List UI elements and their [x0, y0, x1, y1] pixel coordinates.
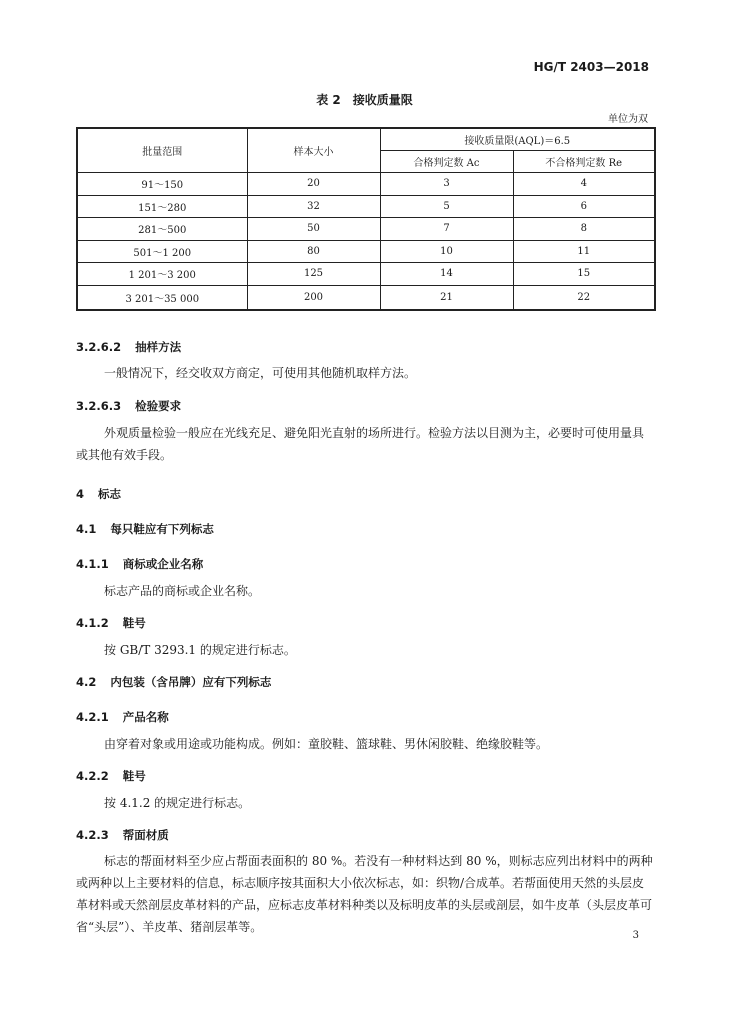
cell-sample: 200 — [247, 285, 380, 310]
col-header-sample: 样本大小 — [247, 128, 380, 173]
col-header-aql: 接收质量限(AQL)＝6.5 — [380, 128, 655, 151]
cell-re: 8 — [513, 218, 655, 241]
heading-number: 4.2 — [76, 675, 97, 689]
cell-sample: 50 — [247, 218, 380, 241]
heading-title: 帮面材质 — [122, 828, 169, 842]
heading-title: 抽样方法 — [135, 340, 182, 354]
cell-sample: 125 — [247, 263, 380, 286]
col-header-re: 不合格判定数 Re — [513, 151, 655, 173]
cell-batch: 151～280 — [77, 195, 247, 218]
cell-re: 15 — [513, 263, 655, 286]
heading-title: 标志 — [98, 487, 122, 501]
table-row — [77, 263, 655, 286]
heading-number: 4 — [76, 487, 85, 501]
heading-41 — [76, 521, 214, 537]
table-row — [77, 218, 655, 241]
heading-423 — [76, 827, 169, 843]
paragraph-423: 标志的帮面材料至少应占帮面表面积的 80 %。若没有一种材料达到 80 %，则标志应列出材料中的两种或两种以上主要材料的信息，标志顺序按其面积大小依次标志，如：织物/合成革。若帮面使用天然的头层皮革材料或天然剖层皮革材料的产品，应标志皮革材料种类以及标明皮革的头层或剖层，如牛皮革（头层皮革可省“头层”）、羊皮革、猪剖层革等。 — [76, 854, 653, 934]
heading-title: 产品名称 — [122, 710, 169, 724]
acceptance-quality-table — [76, 127, 656, 311]
col-header-batch: 批量范围 — [77, 128, 247, 173]
cell-batch: 281～500 — [77, 218, 247, 241]
table-header-row — [77, 128, 655, 151]
paragraph-412: 按 GB/T 3293.1 的规定进行标志。 — [104, 643, 296, 657]
heading-number: 4.1 — [76, 522, 97, 536]
heading-number: 4.2.3 — [76, 828, 109, 842]
cell-batch: 91～150 — [77, 173, 247, 196]
heading-412 — [76, 615, 146, 631]
cell-ac: 3 — [380, 173, 513, 196]
table-row — [77, 285, 655, 310]
cell-re: 6 — [513, 195, 655, 218]
heading-3263 — [76, 398, 181, 414]
heading-421 — [76, 709, 169, 725]
heading-4 — [76, 486, 121, 502]
cell-sample: 32 — [247, 195, 380, 218]
cell-ac: 7 — [380, 218, 513, 241]
heading-number: 3.2.6.3 — [76, 399, 122, 413]
paragraph-421: 由穿着对象或用途或功能构成。例如：童胶鞋、篮球鞋、男休闲胶鞋、绝缘胶鞋等。 — [104, 737, 549, 751]
cell-ac: 5 — [380, 195, 513, 218]
standard-code: HG/T 2403—2018 — [533, 60, 649, 74]
heading-title: 每只鞋应有下列标志 — [110, 522, 214, 536]
heading-number: 4.1.1 — [76, 557, 109, 571]
col-header-ac: 合格判定数 Ac — [380, 151, 513, 173]
cell-batch: 3 201～35 000 — [77, 285, 247, 310]
paragraph-3263: 外观质量检验一般应在光线充足、避免阳光直射的场所进行。检验方法以目测为主，必要时可使用量具或其他有效手段。 — [76, 426, 645, 462]
heading-title: 检验要求 — [135, 399, 182, 413]
cell-sample: 80 — [247, 240, 380, 263]
heading-number: 4.2.2 — [76, 769, 109, 783]
heading-title: 商标或企业名称 — [122, 557, 204, 571]
heading-number: 4.2.1 — [76, 710, 109, 724]
table-unit: 单位为双 — [608, 114, 648, 125]
heading-411 — [76, 556, 203, 572]
paragraph-3262: 一般情况下，经交收双方商定，可使用其他随机取样方法。 — [104, 366, 417, 380]
heading-422 — [76, 768, 146, 784]
heading-number: 4.1.2 — [76, 616, 109, 630]
heading-42 — [76, 674, 271, 690]
paragraph-411: 标志产品的商标或企业名称。 — [104, 584, 261, 598]
heading-3262 — [76, 339, 181, 355]
page-number: 3 — [632, 930, 639, 941]
cell-batch: 1 201～3 200 — [77, 263, 247, 286]
cell-ac: 14 — [380, 263, 513, 286]
cell-batch: 501～1 200 — [77, 240, 247, 263]
heading-number: 3.2.6.2 — [76, 340, 122, 354]
cell-re: 11 — [513, 240, 655, 263]
cell-sample: 20 — [247, 173, 380, 196]
paragraph-422: 按 4.1.2 的规定进行标志。 — [104, 796, 251, 810]
cell-re: 22 — [513, 285, 655, 310]
heading-title: 鞋号 — [122, 769, 146, 783]
table-row — [77, 173, 655, 196]
table-row — [77, 240, 655, 263]
table-row — [77, 195, 655, 218]
heading-title: 鞋号 — [122, 616, 146, 630]
cell-ac: 10 — [380, 240, 513, 263]
heading-title: 内包装（含吊牌）应有下列标志 — [110, 675, 272, 689]
cell-ac: 21 — [380, 285, 513, 310]
table-title: 表 2 接收质量限 — [316, 93, 413, 107]
cell-re: 4 — [513, 173, 655, 196]
